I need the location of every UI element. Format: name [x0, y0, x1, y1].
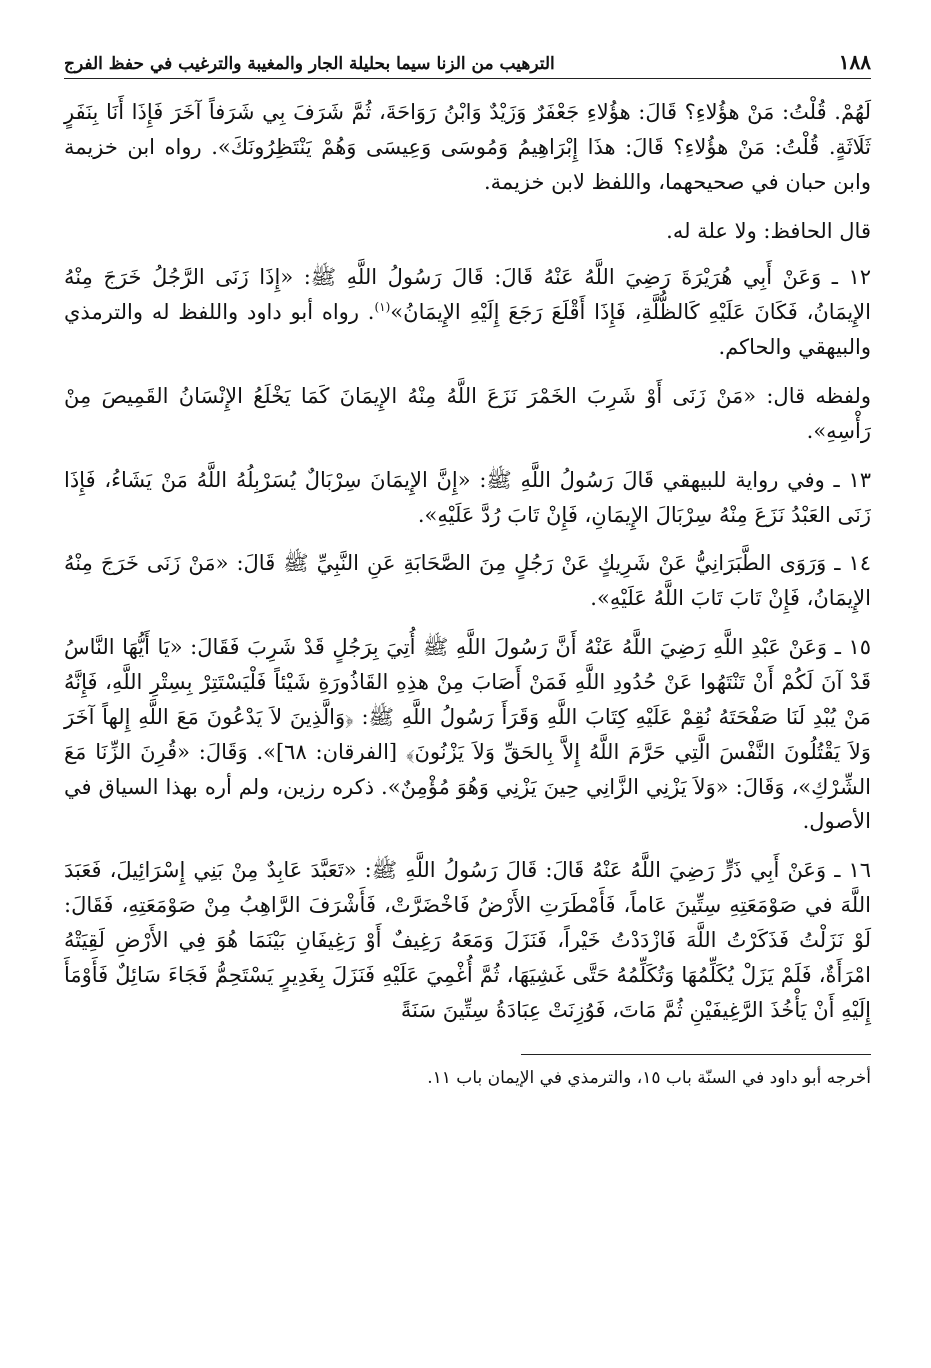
page-number: ١٨٨ [838, 50, 871, 74]
hadith-12-variant: ولفظه قال: «مَنْ زَنَى أَوْ شَرِبَ الخَمْرَ نَزَعَ اللَّهُ مِنْهُ الإِيمَانَ كَمَا يَخْلَعُ الإِنْسَانُ القَمِيصَ مِنْ رَأْسِهِ». [64, 384, 871, 443]
hadith-12-tail: . رواه أبو داود واللفظ له والترمذي والبيهقي والحاكم. [64, 300, 871, 360]
paragraph-hafiz-note: قال الحافظ: ولا علة له. [666, 218, 871, 243]
footnote-divider [521, 1054, 871, 1055]
hadith-12 [64, 260, 871, 365]
running-header [64, 50, 871, 79]
footnote-ref[interactable]: (١) [374, 300, 391, 315]
footnote-1: أخرجه أبو داود في السنّة باب ١٥، والترمذي في الإيمان باب ١١. [427, 1067, 871, 1088]
hadith-14: ١٤ ـ وَرَوَى الطَّبَرَانِيُّ عَنْ شَرِيكٍ عَنْ رَجُلٍ مِنَ الصَّحَابَةِ عَنِ النَّبِيِّ ﷺ قَالَ: «مَنْ زَنَى خَرَجَ مِنْهُ الإِيمَانُ، فَإِنْ تَابَ تَابَ اللَّهُ عَلَيْهِ». [64, 551, 871, 611]
running-title: الترهيب من الزنا سيما بحليلة الجار والمغيبة والترغيب في حفظ الفرج [64, 54, 555, 74]
hadith-16: ١٦ ـ وَعَنْ أَبِي ذَرٍّ رَضِيَ اللَّهُ عَنْهُ قَالَ: قَالَ رَسُولُ اللَّهِ ﷺ: «تَعَبَّدَ عَابِدٌ مِنْ بَنِي إِسْرَائِيلَ، فَعَبَدَ اللَّهَ في صَوْمَعَتِهِ سِتِّينَ عَاماً، فَأَمْطَرَتِ الأَرْضُ فَاخْضَرَّتْ، فَأَشْرَفَ الرَّاهِبُ مِنْ صَوْمَعَتِهِ، فَقَالَ: لَوْ نَزَلْتُ فَذَكَرْتُ اللَّهَ فَازْدَدْتُ خَيْراً، فَنَزَلَ وَمَعَهُ رَغِيفٌ أَوْ رَغِيفَانِ بَيْنَمَا هُوَ فِي الأَرْضِ لَقِيَتْهُ امْرَأَةٌ، فَلَمْ يَزَلْ يُكَلِّمُهَا وَتُكَلِّمُهُ حَتَّى غَشِيَهَا، ثُمَّ أُغْمِيَ عَلَيْهِ فَنَزَلَ بِغَدِيرٍ يَسْتَحِمُّ فَجَاءَ سَائِلٌ فَأَوْمَأَ إِلَيْهِ أَنْ يَأْخُذَ الرَّغِيفَيْنِ ثُمَّ مَاتَ، فَوُزِنَتْ عِبَادَةُ سِتِّينَ سَنَةً [64, 858, 871, 1022]
hadith-15: ١٥ ـ وَعَنْ عَبْدِ اللَّهِ رَضِيَ اللَّهُ عَنْهُ أَنَّ رَسُولَ اللَّهِ ﷺ أُتِيَ بِرَجُلٍ قَدْ شَرِبَ فَقَالَ: «يَا أَيُّهَا النَّاسُ قَدْ آنَ لَكُمْ أَنْ تَنْتَهُوا عَنْ حُدُودِ اللَّهِ فَمَنْ أَصَابَ مِنْ هذِهِ القَاذُورَةِ شَيْئاً فَلْيَسْتَتِرْ بِسِتْرِ اللَّهِ، فَإِنَّهُ مَنْ يُبْدِ لَنَا صَفْحَتَهُ نُقِمْ عَلَيْهِ كِتَابَ اللَّهِ وَقَرَأَ رَسُولُ اللَّهِ ﷺ: ﴿وَالَّذِينَ لاَ يَدْعُونَ مَعَ اللَّهِ إِلهاً آخَرَ وَلاَ يَقْتُلُونَ النَّفْسَ الَّتِي حَرَّمَ اللَّهُ إِلاَّ بِالحَقِّ وَلاَ يَزْنُونَ﴾ [الفرقان: ٦٨]». وَقَالَ: «قُرِنَ الزِّنَا مَعَ الشِّرْكِ»، وَقَالَ: «وَلاَ يَزْنِي الزَّانِي حِينَ يَزْنِي وَهُوَ مُؤْمِنٌ». ذكره رزين، ولم أره بهذا السياق في الأصول. [64, 635, 871, 834]
hadith-13: ١٣ ـ وفي رواية للبيهقي قَالَ رَسُولُ اللَّهِ ﷺ: «إِنَّ الإِيمَانَ سِرْبَالٌ يُسَرْبِلُهُ اللَّهُ مَنْ يَشَاءُ، فَإِذَا زَنَى العَبْدُ نَزَعَ مِنْهُ سِرْبَالَ الإِيمَانِ، فَإِنْ تَابَ رُدَّ عَلَيْهِ». [64, 467, 871, 527]
paragraph-continuation: لَهُمْ. قُلْتُ: مَنْ هؤُلاءِ؟ قَالَ: هؤُلاءِ جَعْفَرٌ وَزَيْدٌ وَابْنُ رَوَاحَةَ، ثُمَّ شَرَفَ بِي شَرَفاً آخَرَ فَإِذَا أَنَا بِنَفَرٍ ثَلَاثَةٍ. قُلْتُ: مَنْ هؤُلاءِ؟ قَالَ: هذَا إِبْرَاهِيمُ وَمُوسَى وَعِيسَى وَهُمْ يَنْتَظِرُونَكَ». رواه ابن خزيمة وابن حبان في صحيحهما، واللفظ لابن خزيمة. [64, 100, 871, 194]
page-body [64, 95, 871, 1028]
hadith-12-text: ١٢ ـ وَعَنْ أَبِي هُرَيْرَةَ رَضِيَ اللَّهُ عَنْهُ قَالَ: قَالَ رَسُولُ اللَّهِ ﷺ: «إِذَا زَنَى الرَّجُلُ خَرَجَ مِنْهُ الإِيمَانُ، فَكَانَ عَلَيْهِ كَالظُّلَّةِ، فَإِذَا أَقْلَعَ رَجَعَ إِلَيْهِ الإِيمَانُ» [64, 265, 871, 325]
